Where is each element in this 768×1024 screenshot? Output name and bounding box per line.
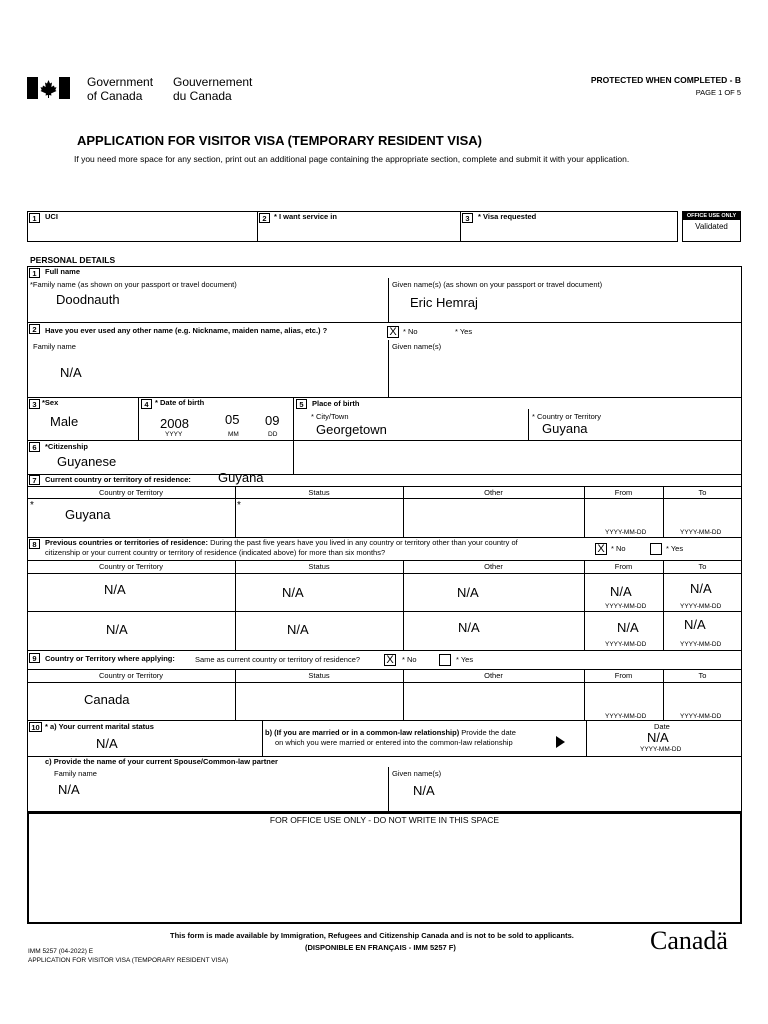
birth-country-label: * Country or Territory [532,412,602,421]
q4-num: 4 [141,399,152,409]
q8-row1-to[interactable]: N/A [690,581,712,596]
sex-label: *Sex [42,398,59,407]
gov-fr-name: Gouvernement du Canada [173,75,253,103]
personal-details-title: PERSONAL DETAILS [30,255,116,265]
q2-number: 2 [259,213,270,223]
q8-num: 8 [29,539,40,549]
spouse-given-label: Given name(s) [392,769,442,778]
current-residence-label: Current country or territory of residence: [45,475,191,484]
marriage-date-value[interactable]: N/A [647,730,669,745]
q9-num: 9 [29,653,40,663]
q9-col-status: Status [308,671,330,680]
q9-col-from: From [614,671,633,680]
q8-row2-to[interactable]: N/A [684,617,706,632]
marriage-b-rest: Provide the date [459,728,516,737]
given-name-value[interactable]: Eric Hemraj [410,295,478,310]
q8-row2-other[interactable]: N/A [458,620,480,635]
q8-row1-to-hint: YYYY-MM-DD [680,603,722,610]
family-name-label: *Family name (as shown on your passport or travel document) [30,280,237,289]
q8-no-label: * No [611,544,626,553]
office-use-header: OFFICE USE ONLY [683,212,740,220]
q8-col-to: To [698,562,707,571]
marital-status-label: * a) Your current marital status [45,722,154,731]
q8-label: Previous countries or territories of residence: [45,538,208,547]
footer-form-name: APPLICATION FOR VISITOR VISA (TEMPORARY RESIDENT VISA) [28,957,229,964]
q9-col-to: To [698,671,707,680]
sex-value[interactable]: Male [50,414,79,429]
q8-question [45,538,518,558]
q8-no-checkbox[interactable]: X [595,543,607,555]
q5-num: 5 [296,399,307,409]
q7-col-country: Country or Territory [98,488,164,497]
office-use-text: FOR OFFICE USE ONLY - DO NOT WRITE IN THIS SPACE [269,815,500,825]
government-flag-logo [27,77,70,99]
q7-from-hint: YYYY-MM-DD [605,529,647,536]
given-name-label: Given name(s) (as shown on your passport or travel document) [392,280,603,289]
birth-country-value[interactable]: Guyana [542,421,588,436]
marriage-date-question [265,728,516,748]
other-family-name-value[interactable]: N/A [60,365,82,380]
q8-col-from: From [614,562,633,571]
full-name-label: Full name [45,267,81,276]
q8-row1-status[interactable]: N/A [282,585,304,600]
q8-row2-from-hint: YYYY-MM-DD [605,641,647,648]
q2-num: 2 [29,324,40,334]
q9-no-label: * No [402,655,417,664]
q3-num: 3 [29,399,40,409]
validated-label: Validated [695,222,728,231]
q9-yes-checkbox[interactable] [439,654,451,666]
uci-field[interactable] [27,211,258,242]
city-label: * City/Town [311,412,349,421]
q1-number: 1 [29,213,40,223]
q7-col-other: Other [484,488,503,497]
family-name-value[interactable]: Doodnauth [56,292,120,307]
q7-country-value[interactable]: Guyana [65,507,111,522]
q3-number: 3 [462,213,473,223]
other-name-no-checkbox[interactable]: X [387,326,399,338]
q7-col-to: To [698,488,707,497]
dob-dd-hint: DD [268,431,278,438]
q6-num: 6 [29,442,40,452]
q9-no-checkbox[interactable]: X [384,654,396,666]
q8-col-status: Status [308,562,330,571]
q8-col-other: Other [484,562,503,571]
form-title: APPLICATION FOR VISITOR VISA (TEMPORARY RESIDENT VISA) [77,133,482,148]
q7-col-from: From [614,488,633,497]
canada-wordmark: Canadä [650,926,728,955]
q8-row2-from[interactable]: N/A [617,620,639,635]
gov-en-name: Government of Canada [87,75,154,103]
protected-label: PROTECTED WHEN COMPLETED - B [590,75,741,85]
q8-row2-status[interactable]: N/A [287,622,309,637]
q7-country-star: * [30,500,34,511]
q8-row1-from[interactable]: N/A [610,584,632,599]
q8-row1-from-hint: YYYY-MM-DD [605,603,647,610]
other-given-name-label: Given name(s) [392,342,442,351]
q9-label: Country or Territory where applying: [45,654,175,663]
uci-label: UCI [45,212,58,221]
q8-col-country: Country or Territory [98,562,164,571]
current-residence-inline: Guyana [218,470,264,485]
q9-same-question: Same as current country or territory of residence? [195,655,361,664]
q7-to-hint: YYYY-MM-DD [680,529,722,536]
q8-text2: citizenship or your current country or territory of residence (indicated above) for more than six months? [45,548,386,557]
q8-row2-to-hint: YYYY-MM-DD [680,641,722,648]
arrow-right-icon [556,736,565,748]
footer-form-code: IMM 5257 (04-2022) E [28,948,94,955]
service-label: * I want service in [274,212,337,221]
spouse-name-label: c) Provide the name of your current Spouse/Common-law partner [45,757,278,766]
other-name-yes-label: * Yes [455,327,473,336]
place-of-birth-label: Place of birth [312,399,360,408]
footer-notice: This form is made available by Immigration, Refugees and Citizenship Canada and is not to be sold to applicants. [170,931,574,940]
q9-col-country: Country or Territory [98,671,164,680]
q9-yes-label: * Yes [456,655,474,664]
q9-country-value[interactable]: Canada [84,692,130,707]
office-use-area [27,812,742,924]
dob-yyyy-hint: YYYY [165,431,183,438]
q7-col-status: Status [308,488,330,497]
office-use-box [682,211,741,242]
q10-num: 10 [29,722,42,732]
marriage-date-hint: YYYY-MM-DD [640,746,682,753]
marriage-b-bold: b) (If you are married or in a common-law relationship) [265,728,460,737]
citizenship-value[interactable]: Guyanese [57,454,117,469]
q8-row1-country[interactable]: N/A [104,582,126,597]
city-value[interactable]: Georgetown [316,422,387,437]
citizenship-label: *Citizenship [45,442,88,451]
q8-text1: During the past five years have you lived in any country or territory other than your country of [210,538,518,547]
q9-col-other: Other [484,671,503,680]
q9-to-hint: YYYY-MM-DD [680,713,722,720]
spouse-family-value[interactable]: N/A [58,782,80,797]
dob-mm-hint: MM [228,431,239,438]
marriage-b-line2: on which you were married or entered into the common-law relationship [275,738,513,747]
dob-year-value[interactable]: 2008 [160,416,189,431]
footer-french: (DISPONIBLE EN FRANÇAIS - IMM 5257 F) [305,943,456,952]
q8-row1-other[interactable]: N/A [457,585,479,600]
marital-status-value[interactable]: N/A [96,736,118,751]
q8-yes-label: * Yes [666,544,684,553]
q9-from-hint: YYYY-MM-DD [605,713,647,720]
marriage-date-label: Date [654,722,670,731]
q7-status-star: * [237,500,241,511]
other-name-question: Have you ever used any other name (e.g. Nickname, maiden name, alias, etc.) ? [45,326,328,335]
q1-num: 1 [29,268,40,278]
page-number: PAGE 1 OF 5 [695,88,741,97]
other-name-no-label: * No [403,327,418,336]
dob-label: * Date of birth [155,398,205,407]
other-family-name-label: Family name [33,342,76,351]
spouse-given-value[interactable]: N/A [413,783,435,798]
q8-yes-checkbox[interactable] [650,543,662,555]
form-instructions: If you need more space for any section, print out an additional page containing the appropriate section, complete and submit it with your application. [74,154,630,164]
spouse-family-label: Family name [54,769,97,778]
q7-num: 7 [29,475,40,485]
dob-day-value[interactable]: 09 [265,413,280,428]
q8-row2-country[interactable]: N/A [106,622,128,637]
dob-month-value[interactable]: 05 [225,412,240,427]
visa-label: * Visa requested [478,212,537,221]
